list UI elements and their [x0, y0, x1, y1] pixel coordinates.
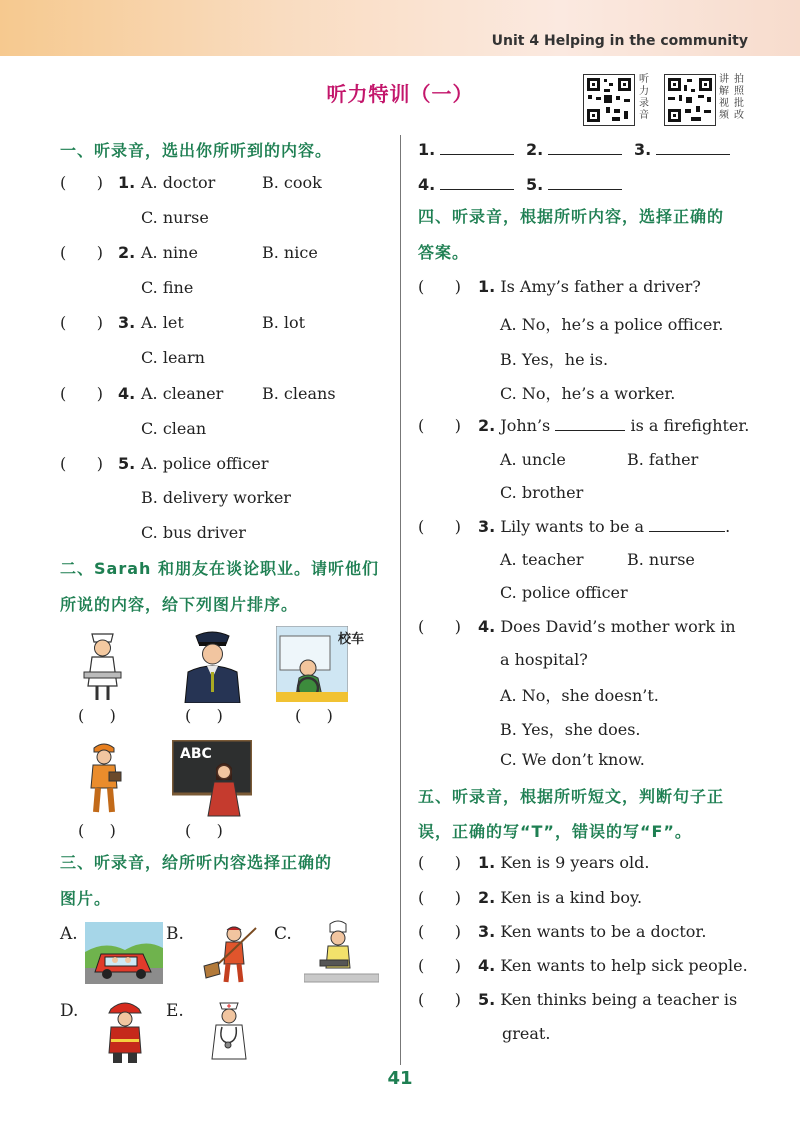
unit-title: Unit 4 Helping in the community	[491, 33, 748, 49]
answer-paren[interactable]: ( )	[418, 888, 461, 907]
cleaner-picture	[200, 922, 260, 984]
question-number: 3.	[118, 313, 136, 332]
section1-heading: 一、听录音，选出你所听到的内容。	[60, 141, 333, 160]
question-number: 5.	[118, 454, 136, 473]
option-c: C. learn	[141, 348, 205, 367]
cook-picture	[304, 920, 379, 984]
blank[interactable]	[656, 140, 730, 155]
board-text: ABC	[180, 746, 212, 762]
bus-sign: 校车	[338, 632, 365, 647]
order-paren-4[interactable]: ( )	[78, 821, 116, 840]
firefighter-picture	[105, 997, 145, 1063]
question-number: 2.	[118, 243, 136, 262]
answer-line-4: 4.	[418, 175, 514, 194]
option-c: C. We don’t know.	[500, 750, 645, 769]
answer-line-5: 5.	[526, 175, 622, 194]
order-paren-5[interactable]: ( )	[185, 821, 223, 840]
answer-paren[interactable]: ( )	[60, 243, 103, 262]
option-a: A. let	[141, 313, 184, 332]
option-a: A. uncle	[500, 450, 566, 469]
answer-paren[interactable]: ( )	[60, 454, 103, 473]
option-a: A. teacher	[500, 550, 584, 569]
option-a: A. nine	[141, 243, 198, 262]
answer-paren[interactable]: ( )	[418, 517, 461, 536]
blank[interactable]	[440, 140, 514, 155]
section3-heading: 三、听录音，给所听内容选择正确的	[60, 853, 333, 872]
option-b: B. cleans	[262, 384, 336, 403]
qr2-label-b: 拍照批改	[734, 74, 744, 121]
q4-1-text: 1. Is Amy’s father a driver?	[478, 277, 701, 296]
option-a: A. police officer	[141, 454, 269, 473]
option-c: C. nurse	[141, 208, 209, 227]
q4-2-text: 2. John’s is a firefighter.	[478, 416, 750, 435]
blank[interactable]	[440, 175, 514, 190]
section2-heading-2: 所说的内容，给下列图片排序。	[60, 595, 299, 614]
section3-heading-2: 图片。	[60, 889, 112, 908]
q4-4-text-2: a hospital?	[500, 650, 588, 669]
answer-paren[interactable]: ( )	[418, 416, 461, 435]
doctor-picture	[208, 997, 250, 1065]
column-divider	[400, 135, 401, 1065]
police-officer-picture	[180, 628, 245, 703]
answer-paren[interactable]: ( )	[418, 922, 461, 941]
section5-heading: 五、听录音，根据所听短文，判断句子正	[418, 787, 725, 806]
answer-paren[interactable]: ( )	[60, 173, 103, 192]
blank[interactable]	[548, 175, 622, 190]
tf-item-5-cont: great.	[502, 1024, 551, 1043]
answer-paren[interactable]: ( )	[418, 277, 461, 296]
answer-paren[interactable]: ( )	[418, 853, 461, 872]
option-a: A. No，she doesn’t.	[500, 686, 659, 705]
section4-heading: 四、听录音，根据所听内容，选择正确的	[418, 207, 725, 226]
option-c: C. No，he’s a worker.	[500, 384, 676, 403]
tf-item-2: 2. Ken is a kind boy.	[478, 888, 643, 907]
tf-item-4: 4. Ken wants to help sick people.	[478, 956, 748, 975]
option-b: B. father	[627, 450, 699, 469]
option-b: B. cook	[262, 173, 322, 192]
nurse-picture	[80, 628, 125, 703]
option-b: B. nurse	[627, 550, 695, 569]
question-number: 4.	[118, 384, 136, 403]
answer-line-1: 1.	[418, 140, 514, 159]
answer-paren[interactable]: ( )	[418, 956, 461, 975]
option-c: C. fine	[141, 278, 194, 297]
answer-line-3: 3.	[634, 140, 730, 159]
picture-label-e: E.	[166, 1001, 184, 1021]
order-paren-1[interactable]: ( )	[78, 706, 116, 725]
page-number: 41	[387, 1068, 413, 1089]
qr2-label: 讲解视频	[719, 74, 729, 121]
answer-paren[interactable]: ( )	[418, 990, 461, 1009]
option-b: B. Yes，she does.	[500, 720, 641, 739]
section5-heading-2: 误，正确的写“T”，错误的写“F”。	[418, 822, 692, 841]
worker-picture	[84, 740, 124, 816]
answer-paren[interactable]: ( )	[60, 313, 103, 332]
option-c: C. brother	[500, 483, 584, 502]
q4-3-text: 3. Lily wants to be a .	[478, 517, 731, 536]
picture-label-c: C.	[274, 924, 292, 944]
answer-line-2: 2.	[526, 140, 622, 159]
question-number: 1.	[118, 173, 136, 192]
answer-paren[interactable]: ( )	[60, 384, 103, 403]
option-a: A. doctor	[141, 173, 216, 192]
order-paren-3[interactable]: ( )	[295, 706, 333, 725]
option-c: C. police officer	[500, 583, 628, 602]
picture-label-b: B.	[166, 924, 184, 944]
picture-label-a: A.	[60, 924, 78, 944]
picture-label-d: D.	[60, 1001, 79, 1021]
qr1-label: 听力录音	[639, 74, 649, 121]
option-c: C. bus driver	[141, 523, 246, 542]
option-c: C. clean	[141, 419, 207, 438]
order-paren-2[interactable]: ( )	[185, 706, 223, 725]
option-b: B. delivery worker	[141, 488, 291, 507]
option-a: A. No，he’s a police officer.	[500, 315, 724, 334]
option-b: B. Yes，he is.	[500, 350, 609, 369]
answer-paren[interactable]: ( )	[418, 617, 461, 636]
blank[interactable]	[649, 517, 725, 532]
option-b: B. nice	[262, 243, 318, 262]
section2-heading: 二、Sarah 和朋友在谈论职业。请听他们	[60, 559, 379, 578]
blank[interactable]	[555, 416, 625, 431]
blank[interactable]	[548, 140, 622, 155]
q4-4-text: 4. Does David’s mother work in	[478, 617, 736, 636]
option-b: B. lot	[262, 313, 306, 332]
qr-code-icon[interactable]	[583, 74, 635, 126]
car-driver-picture	[85, 922, 163, 984]
tf-item-3: 3. Ken wants to be a doctor.	[478, 922, 707, 941]
tf-item-5: 5. Ken thinks being a teacher is	[478, 990, 738, 1009]
tf-item-1: 1. Ken is 9 years old.	[478, 853, 650, 872]
qr-code-icon[interactable]	[664, 74, 716, 126]
section4-heading-2: 答案。	[418, 243, 470, 262]
page-title: 听力特训（一）	[326, 82, 474, 106]
option-a: A. cleaner	[141, 384, 224, 403]
